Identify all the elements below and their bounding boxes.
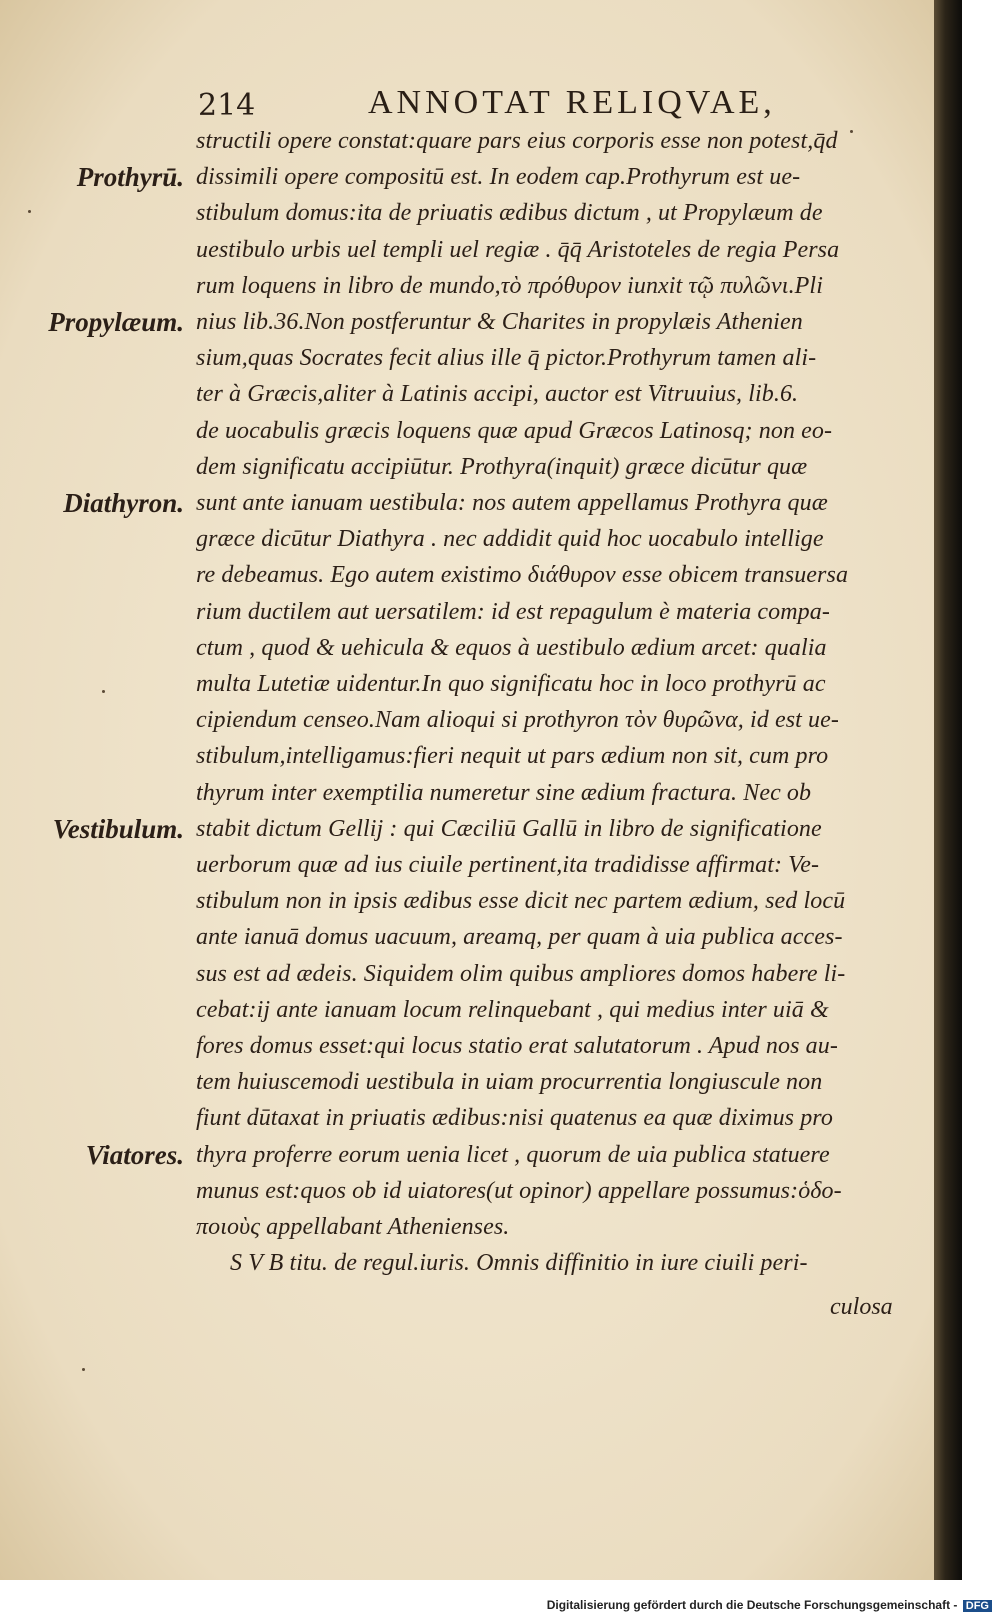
paper-speck [28,210,31,213]
text-line: thyrum inter exemptilia numeretur sine ædium fractura. Nec ob [196,779,812,806]
margin-note: Prothyrū. [76,162,184,193]
text-line: stibulum non in ipsis ædibus esse dicit nec partem ædium, sed locū [196,888,846,915]
text-line: tem huiuscemodi uestibula in uiam procurrentia longiuscule non [196,1069,823,1096]
margin-note: Vestibulum. [52,813,184,844]
text-line: rum loquens in libro de mundo,τὸ πρόθυρον iunxit τῷ πυλῶνι.Pli [196,272,823,299]
text-line: stibulum,intelligamus:fieri nequit ut pars ædium non sit, cum pro [196,743,829,770]
text-line: de uocabulis græcis loquens quæ apud Græcos Latinosq; non eo- [196,417,833,444]
text-line: ter à Græcis,aliter à Latinis accipi, auctor est Vitruuius, lib.6. [196,381,799,408]
book-spine-shadow [934,0,962,1580]
margin-note: Propylæum. [48,307,184,337]
text-line: thyra proferre eorum uenia licet , quorum de uia publica statuere [196,1141,830,1168]
text-line: fiunt dūtaxat in priuatis ædibus:nisi quatenus ea quæ diximus pro [196,1105,833,1132]
text-line: sus est ad ædeis. Siquidem olim quibus ampliores domos habere li- [196,960,846,987]
margin-note: Diathyron. [63,488,184,518]
page-number: 214 [198,88,256,123]
text-line: ante ianuā domus uacuum, areamq, per quam à uia publica acces- [196,924,843,951]
text-line: ctum , quod & uehicula & equos à uestibulo ædium arcet: qualia [196,634,827,661]
text-line: uestibulo urbis uel templi uel regiæ . q̄q̄ Aristoteles de regia Persa [196,236,840,263]
catchword: culosa [830,1294,893,1320]
text-line: re debeamus. Ego autem existimo διάθυρον esse obicem transuersa [196,562,849,589]
text-line: cipiendum censeo.Nam alioqui si prothyron τὸν θυρῶνα, id est ue- [196,707,839,734]
text-line: græce dicūtur Diathyra . nec addidit quid hoc uocabulo intellige [196,526,824,553]
text-line: dem significatu accipiūtur. Prothyra(inquit) græce dicūtur quæ [196,453,808,480]
text-line: S V B titu. de regul.iuris. Omnis diffinitio in iure ciuili peri- [230,1250,808,1277]
credit-text: Digitalisierung gefördert durch die Deutsche Forschungsgemeinschaft - [546,1598,958,1612]
digitization-credit [547,1598,992,1612]
running-title: ANNOTAT RELIQVAE, [368,84,776,121]
text-line: uerborum quæ ad ius ciuile pertinent,ita tradidisse affirmat: Ve- [196,852,820,878]
text-line: munus est:quos ob id uiatores(ut opinor) appellare possumus:ὁδο- [196,1177,842,1204]
text-line: ποιοὺς appellabant Athenienses. [196,1214,510,1240]
text-line: cebat:ij ante ianuam locum relinquebant , qui medius inter uiā & [196,996,829,1023]
text-line: sium,quas Socrates fecit alius ille q̄ pictor.Prothyrum tamen ali- [196,345,817,372]
paper-speck [102,690,105,693]
text-line: multa Lutetiæ uidentur.In quo significatu hoc in loco prothyrū ac [196,671,826,697]
text-line: stibulum domus:ita de priuatis ædibus dictum , ut Propylæum de [196,200,823,227]
text-line: rium ductilem aut uersatilem: id est repagulum è materia compa- [196,598,830,625]
margin-note: Viatores. [85,1139,184,1170]
paper-speck [82,1368,85,1371]
text-line: stabit dictum Gellij : qui Cæciliū Gallū in libro de significatione [196,815,822,842]
text-line: nius lib.36.Non postferuntur & Charites in propylæis Athenien [196,309,803,335]
text-line: structili opere constat:quare pars eius corporis esse non potest,q̄d [196,128,838,154]
dfg-logo: DFG [963,1600,992,1612]
text-line: sunt ante ianuam uestibula: nos autem appellamus Prothyra quæ [196,490,828,516]
text-line: dissimili opere compositū est. In eodem cap.Prothyrum est ue- [196,164,801,191]
text-line: fores domus esset:qui locus statio erat salutatorum . Apud nos au- [196,1033,838,1059]
paper-speck [850,130,853,133]
